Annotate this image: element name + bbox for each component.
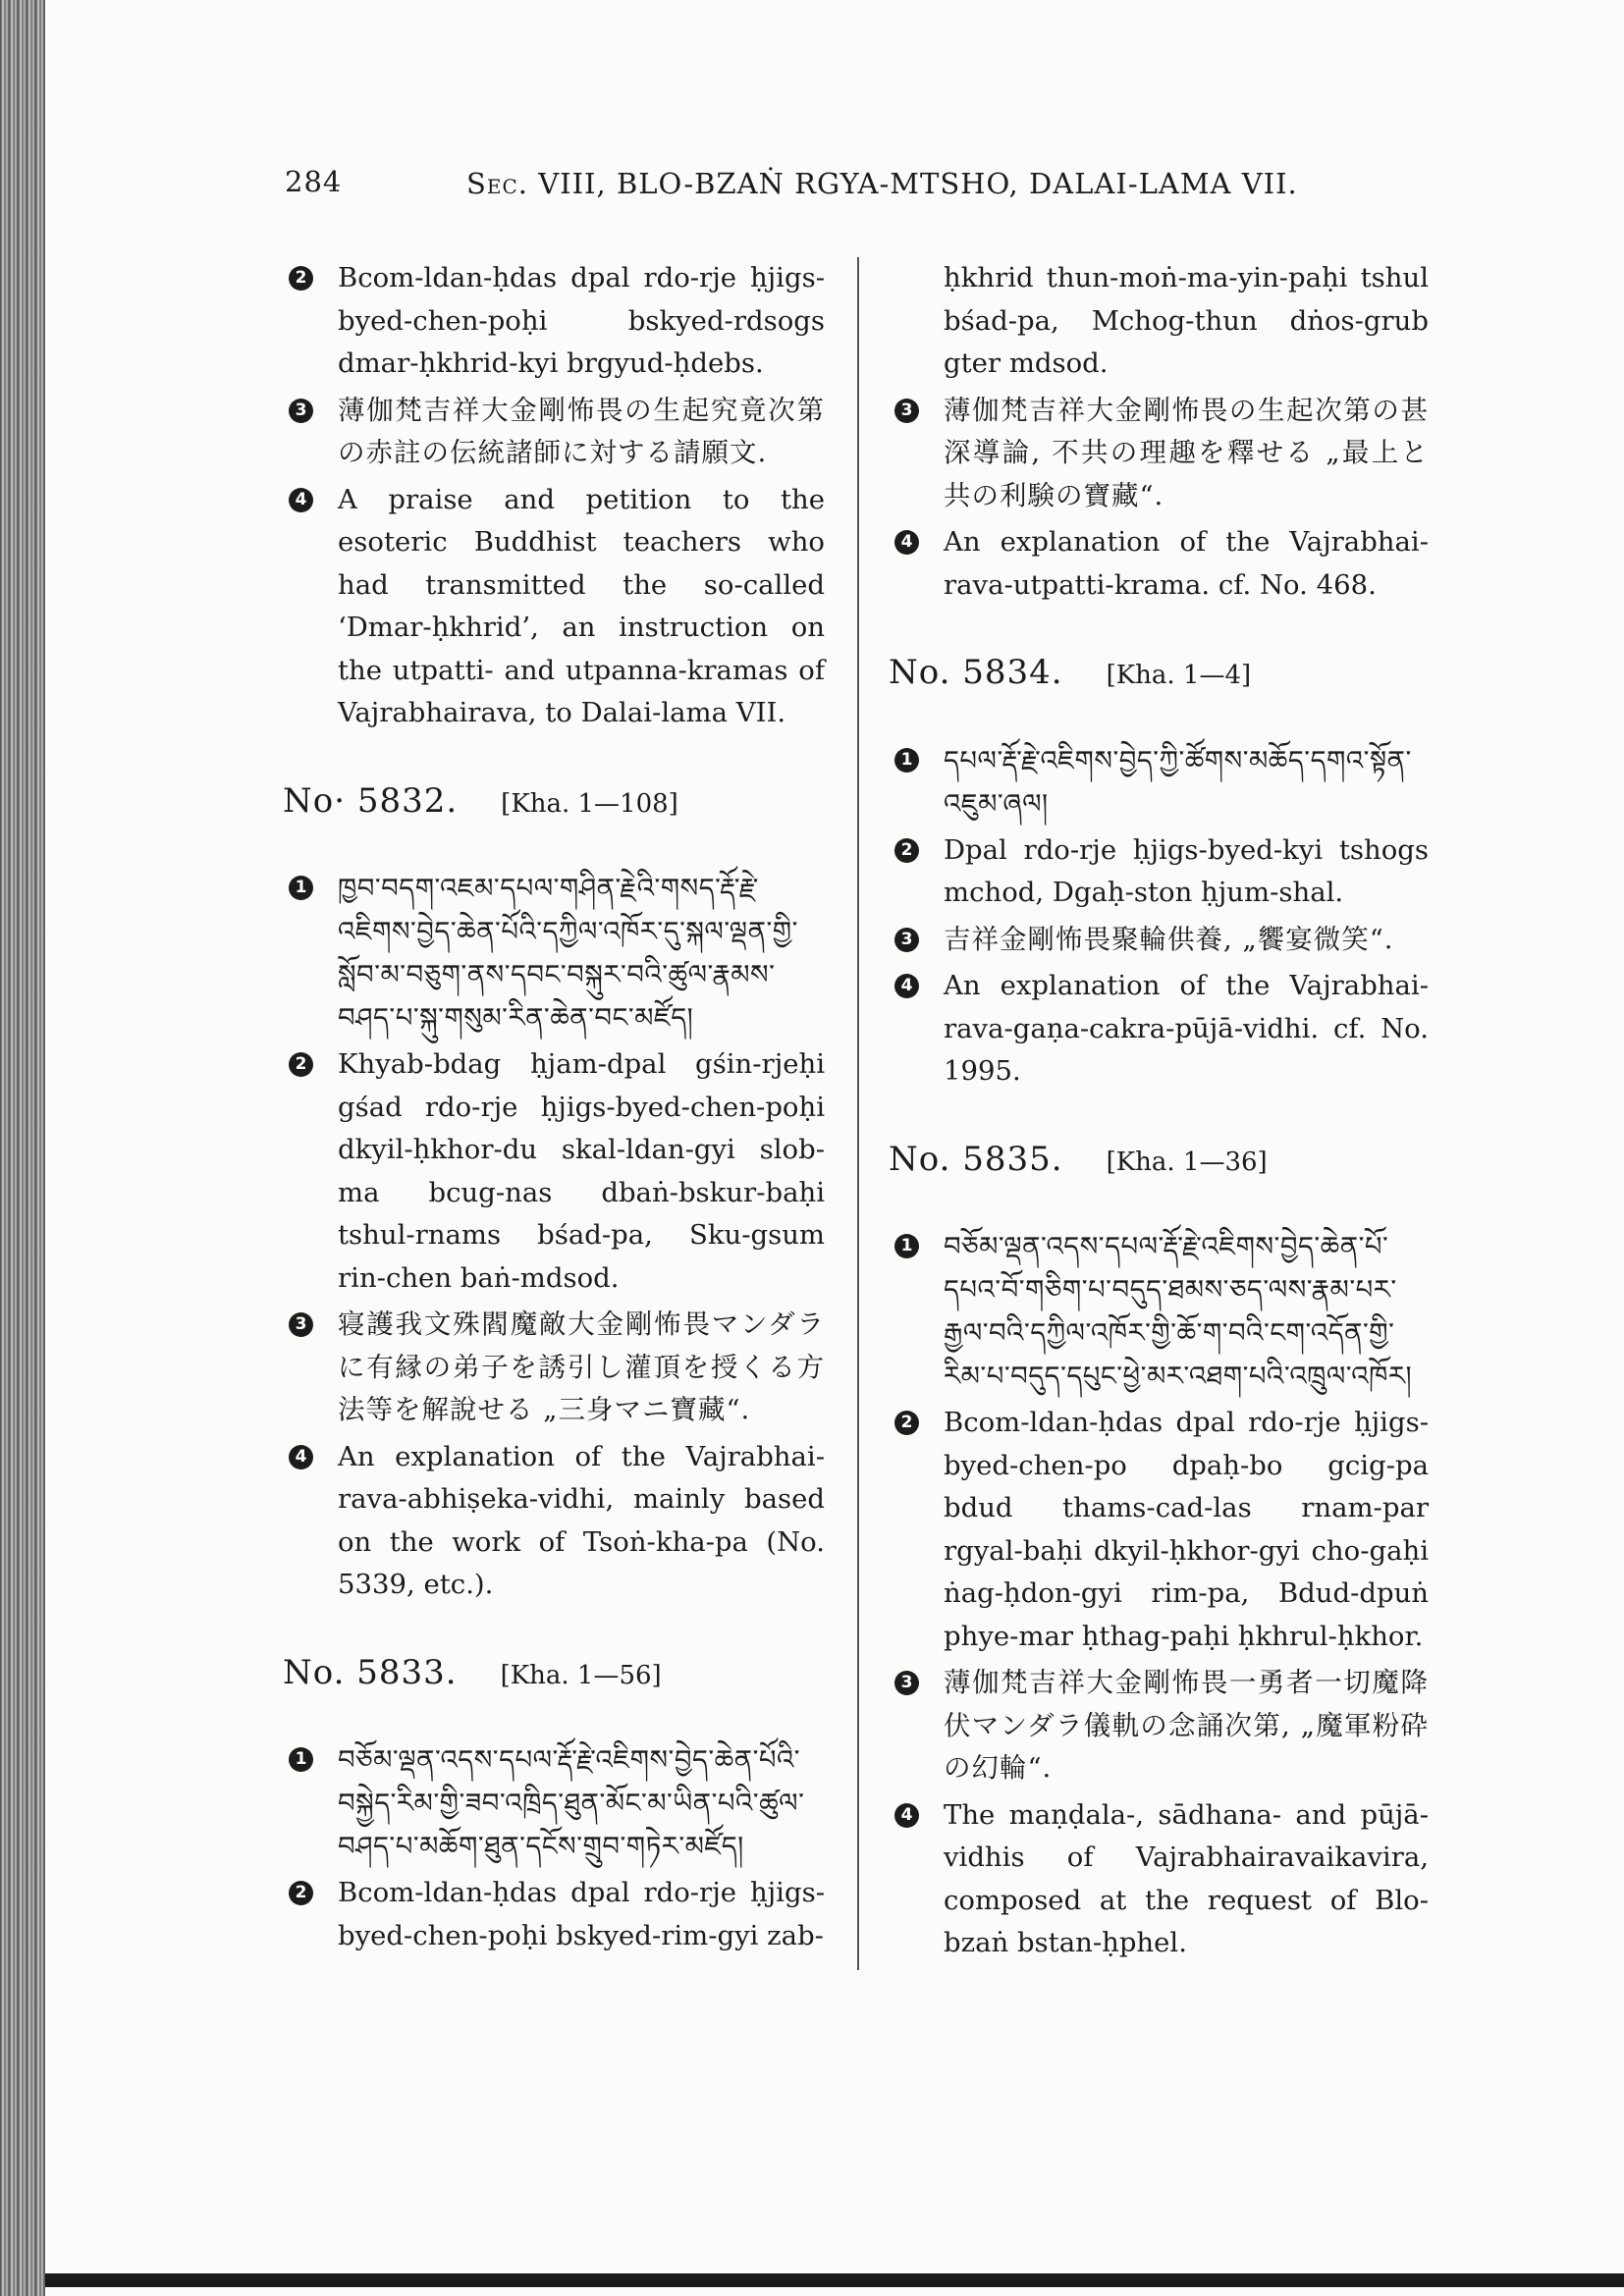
list-item — [283, 479, 825, 735]
item-text: དཔལ་རྡོ་རྗེ་འཇིགས་བྱེད་ཀྱི་ཚོགས་མཆོད་དགའ་སྟོན་འཇུམ་ཞལ། — [944, 744, 1412, 820]
entry-reference: [Kha. 1—108] — [501, 788, 678, 819]
item-text: 寝護我文殊閻魔敵大金剛怖畏マンダラに有縁の弟子を誘引し灌頂を授くる方法等を解說せる „三身マニ寶藏“. — [338, 1308, 825, 1425]
item-text: 薄伽梵吉祥大金剛怖畏の生起究竟次第の赤註の伝統諸師に対する請願文. — [338, 394, 825, 468]
list-item — [889, 1402, 1429, 1658]
page-binding-edge — [0, 0, 45, 2296]
item-marker: 3 — [289, 1312, 313, 1337]
column-divider — [857, 257, 859, 1970]
running-title: Sec. VIII, BLO-BZAṄ RGYA-MTSHO, DALAI-LAMA VII. — [466, 167, 1298, 200]
item-text: An explanation of the Vajrabhai-rava-utpatti-krama. cf. No. 468. — [944, 526, 1429, 601]
item-marker: 3 — [894, 1671, 919, 1695]
entry-heading — [889, 1139, 1429, 1185]
entry-reference: [Kha. 1—4] — [1106, 661, 1252, 690]
item-marker: 2 — [894, 1411, 919, 1435]
bottom-scan-border — [45, 2273, 1624, 2287]
item-marker: 3 — [894, 399, 919, 423]
left-column — [283, 257, 825, 1961]
item-text: Bcom-ldan-ḥdas dpal rdo-rje ḥjigs-byed-chen-poḥi bskyed-rim-gyi zab- — [338, 1877, 825, 1951]
item-marker: 4 — [289, 1445, 313, 1469]
item-text: Bcom-ldan-ḥdas dpal rdo-rje ḥjigs-byed-chen-po dpaḥ-bo gcig-pa bdud thams-cad-las rnam-par rgyal-baḥi dkyil-ḥkhor-gyi cho-gaḥi ṅag-ḥdon-gyi rim-pa, Bdud-dpuṅ phye-mar ḥthag-paḥi ḥkhrul-ḥkhor. — [944, 1407, 1429, 1652]
list-item — [889, 919, 1429, 962]
item-marker: 1 — [894, 748, 919, 773]
item-text: Bcom-ldan-ḥdas dpal rdo-rje ḥjigs-byed-chen-poḥi bskyed-rdsogs dmar-ḥkhrid-kyi brgyud-ḥdebs. — [338, 262, 825, 379]
entry-number: No. 5834. — [889, 653, 1063, 692]
list-item — [283, 1043, 825, 1300]
item-marker: 2 — [289, 266, 313, 291]
item-text: 吉祥金剛怖畏聚輪供養, „饗宴微笑“. — [944, 923, 1394, 955]
list-item — [889, 965, 1429, 1094]
entry-heading — [889, 652, 1429, 698]
entry-heading — [283, 780, 825, 827]
page-number: 284 — [285, 165, 343, 198]
item-marker: 1 — [289, 1747, 313, 1772]
list-item — [283, 1872, 825, 1957]
item-text: 薄伽梵吉祥大金剛怖畏の生起次第の甚深導論, 不共の理趣を釋せる „最上と共の利験の寶藏“. — [944, 394, 1429, 511]
item-marker: 2 — [289, 1881, 313, 1905]
item-marker: 3 — [894, 928, 919, 952]
item-marker: 3 — [289, 399, 313, 423]
item-text: ḥkhrid thun-moṅ-ma-yin-paḥi tshul bśad-pa, Mchog-thun dṅos-grub gter mdsod. — [944, 262, 1429, 379]
item-text: Khyab-bdag ḥjam-dpal gśin-rjeḥi gśad rdo-rje ḥjigs-byed-chen-poḥi dkyil-ḥkhor-du skal-ldan-gyi slob-ma bcug-nas dbaṅ-bskur-baḥi tshul-rnams bśad-pa, Sku-gsum rin-chen baṅ-mdsod. — [338, 1048, 825, 1294]
entry-reference: [Kha. 1—36] — [1106, 1147, 1268, 1177]
item-marker: 1 — [289, 876, 313, 900]
item-text: 薄伽梵吉祥大金剛怖畏一勇者一切魔降伏マンダラ儀軌の念誦次第, „魔軍粉砕の幻輪“. — [944, 1667, 1429, 1784]
list-item — [889, 1662, 1429, 1790]
item-marker: 4 — [289, 488, 313, 512]
item-text: The maṇḍala-, sādhana- and pūjā-vidhis of Vajrabhairavaikavira, composed at the request of Blo-bzaṅ bstan-ḥphel. — [944, 1798, 1429, 1958]
right-column — [889, 257, 1429, 1969]
list-item — [283, 1738, 825, 1868]
item-marker: 2 — [894, 838, 919, 863]
list-item — [283, 1436, 825, 1607]
entry-number: No· 5832. — [283, 780, 459, 821]
entry-number: No. 5833. — [283, 1652, 458, 1692]
item-marker: 2 — [289, 1052, 313, 1077]
item-marker: 1 — [894, 1234, 919, 1258]
entry-number: No. 5835. — [889, 1139, 1063, 1179]
entry-reference: [Kha. 1—56] — [500, 1660, 662, 1690]
item-text: An explanation of the Vajrabhai-rava-gaṇa-cakra-pūjā-vidhi. cf. No. 1995. — [944, 970, 1429, 1087]
entry-heading — [283, 1652, 825, 1698]
item-marker: 4 — [894, 530, 919, 555]
list-item — [283, 390, 825, 475]
list-item — [283, 867, 825, 1040]
item-text: Dpal rdo-rje ḥjigs-byed-kyi tshogs mchod, Dgaḥ-ston ḥjum-shal. — [944, 833, 1429, 908]
list-item — [889, 257, 1429, 386]
list-item — [283, 257, 825, 386]
item-text: བཅོམ་ལྡན་འདས་དཔལ་རྡོ་རྗེ་འཇིགས་བྱེད་ཆེན་པོའི་བསྐྱེད་རིམ་གྱི་ཟབ་འཁྲིད་ཐུན་མོང་མ་ཡིན་པའི་ཚུལ་བཤད་པ་མཆོག་ཐུན་དངོས་གྲུབ་གཏེར་མཛོད། — [338, 1744, 805, 1862]
item-text: བཅོམ་ལྡན་འདས་དཔལ་རྡོ་རྗེ་འཇིགས་བྱེད་ཆེན་པོ་དཔའ་བོ་གཅིག་པ་བདུད་ཐམས་ཅད་ལས་རྣམ་པར་རྒྱལ་བའི་དཀྱིལ་འཁོར་གྱི་ཆོ་ག་བའི་ངག་འདོན་གྱི་རིམ་པ་བདུད་དཔུང་ཕྱེ་མར་འཐག་པའི་འཁྲུལ་འཁོར། — [944, 1231, 1413, 1392]
item-marker: 4 — [894, 1803, 919, 1828]
page-header — [285, 165, 1506, 214]
item-marker: 4 — [894, 974, 919, 998]
list-item — [889, 739, 1429, 826]
list-item — [889, 390, 1429, 518]
item-text: ཁྱབ་བདག་འཇམ་དཔལ་གཤིན་རྗེའི་གསད་རྡོ་རྗེ་འཇིགས་བྱེད་ཆེན་པོའི་དཀྱིལ་འཁོར་དུ་སྐལ་ལྡན་གྱི་སློབ་མ་བཅུག་ནས་དབང་བསྐུར་བའི་ཚུལ་རྣམས་བཤད་པ་སྐུ་གསུམ་རིན་ཆེན་བང་མཛོད། — [338, 873, 798, 1034]
list-item — [889, 1225, 1429, 1398]
list-item — [889, 829, 1429, 915]
item-text: A praise and petition to the esoteric Buddhist teachers who had transmitted the so-called ‘Dmar-ḥkhrid’, an instruction on the utpatti- and utpanna-kramas of Vajrabhairava, to Dalai-lama VII. — [338, 483, 825, 728]
list-item — [283, 1304, 825, 1432]
list-item — [889, 1794, 1429, 1965]
list-item — [889, 521, 1429, 607]
item-text: An explanation of the Vajrabhai-rava-abhiṣeka-vidhi, mainly based on the work of Tsoṅ-kha-pa (No. 5339, etc.). — [338, 1440, 825, 1600]
